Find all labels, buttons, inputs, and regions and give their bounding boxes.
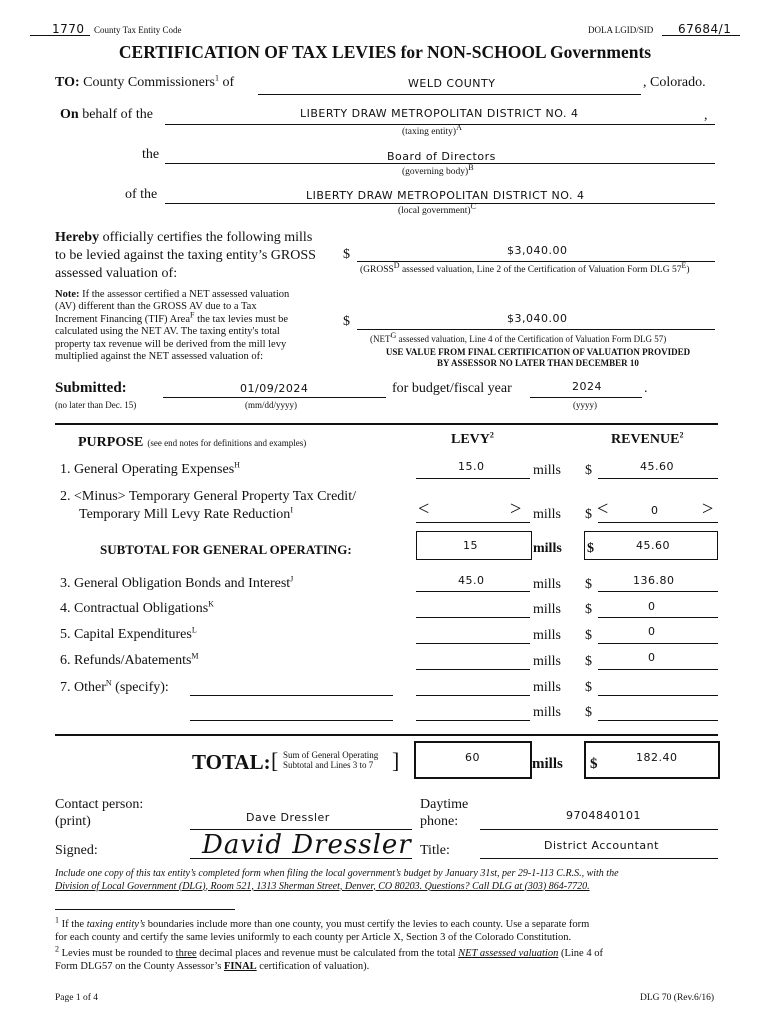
total-bracket-right: ] <box>392 748 400 773</box>
r7b-rev-line[interactable] <box>598 720 718 721</box>
subtotal-mills: mills <box>533 541 562 556</box>
r7-rev-line[interactable] <box>598 695 718 696</box>
behalf-label: On behalf of the <box>60 107 153 122</box>
other-specify-line-2[interactable] <box>190 720 393 721</box>
taxing-entity-caption: (taxing entity)$^A$ <box>402 122 462 137</box>
the-label: the <box>142 147 160 162</box>
to-label: TO: County Commissioners$^1$ of <box>55 73 235 90</box>
gross-av-field[interactable]: $3,040.00 <box>507 244 568 257</box>
revenue-header: REVENUE$^2$ <box>611 430 684 447</box>
net-caption: (NETG assessed valuation, Line 4 of the Certification of Valuation Form DLG 57) <box>370 331 667 344</box>
behalf-suffix: , <box>704 108 708 123</box>
local-government-field[interactable]: LIBERTY DRAW METROPOLITAN DISTRICT NO. 4 <box>306 189 585 202</box>
levy-header: LEVY$^2$ <box>451 430 494 447</box>
r7b-mills: mills <box>533 705 562 720</box>
r5-mills: mills <box>533 628 562 643</box>
row-general-operating-label: 1. General Operating Expenses$^H$ <box>60 460 240 477</box>
taxing-entity-field[interactable]: LIBERTY DRAW METROPOLITAN DISTRICT NO. 4 <box>300 107 579 120</box>
note-text: Note: If the assessor certified a NET assessed valuation (AV) different than the GROSS AV due to a Tax Increment Financing (TIF) Area$^F$ the tax levies must be calculated using the NET AV. The taxing entity's total property tax revenue will be derived from the mill levy multiplied against the NET assessed valuation of: <box>55 289 290 363</box>
r2-dollar: $ <box>585 507 592 522</box>
r3-revenue-field[interactable]: 136.80 <box>633 574 675 587</box>
of-the-label: of the <box>125 187 158 202</box>
r3-rev-line <box>598 591 718 592</box>
r2-lt: < <box>418 498 430 520</box>
r2-gt: > <box>510 498 522 520</box>
net-line <box>357 329 715 330</box>
title-field[interactable]: District Accountant <box>544 839 659 852</box>
r4-mills: mills <box>533 602 562 617</box>
page-number: Page 1 of 4 <box>55 993 99 1003</box>
r5-dollar: $ <box>585 628 592 643</box>
governing-body-field[interactable]: Board of Directors <box>387 150 496 163</box>
governing-line <box>165 163 715 164</box>
colorado-suffix: , Colorado. <box>643 75 706 90</box>
r7b-dollar: $ <box>585 705 592 720</box>
r2-rev-line <box>598 522 718 523</box>
filing-instructions: Include one copy of this tax entity’s completed form when filing the local government’s budget by January 31st, per 29-1-113 C.R.S., with the Division of Local Government (DLG), Room 521, 1313 Sherman Street, Denver, CO 80203. Questions? Call DLG at (303) 864-7720. <box>55 868 619 892</box>
form-number: DLG 70 (Rev.6/16) <box>640 993 715 1003</box>
r7-mills: mills <box>533 680 562 695</box>
phone-field[interactable]: 9704840101 <box>566 809 641 822</box>
contact-person-field[interactable]: Dave Dressler <box>246 811 330 824</box>
phone-label: Daytime phone: <box>420 797 469 829</box>
budget-year-label: for budget/fiscal year <box>392 381 512 396</box>
submitted-date-field[interactable]: 01/09/2024 <box>240 382 309 395</box>
r5-levy-line <box>416 643 530 644</box>
r2-rev-gt: > <box>702 498 714 520</box>
r1-levy-line <box>416 478 530 479</box>
r6-mills: mills <box>533 654 562 669</box>
behalf-line <box>165 124 715 125</box>
other-specify-line-1[interactable] <box>190 695 393 696</box>
year-line <box>530 397 642 398</box>
year-period: . <box>644 381 648 396</box>
signature[interactable]: David Dressler <box>202 830 412 860</box>
county-line <box>258 94 641 95</box>
row-minus-credit-label: 2. <Minus> Temporary General Property Tax Credit/ Temporary Mill Levy Rate Reduction$^I$ <box>60 489 356 522</box>
total-note: Sum of General Operating Subtotal and Lines 3 to 7 <box>283 750 379 770</box>
use-value-note: USE VALUE FROM FINAL CERTIFICATION OF VALUATION PROVIDED BY ASSESSOR NO LATER THAN DECEMBER 10 <box>385 347 691 368</box>
subtotal-label: SUBTOTAL FOR GENERAL OPERATING: <box>100 542 352 557</box>
r4-revenue-field[interactable]: 0 <box>648 600 656 613</box>
purpose-header: PURPOSE (see end notes for definitions and examples) <box>78 435 307 450</box>
r6-revenue-field[interactable]: 0 <box>648 651 656 664</box>
r6-levy-line <box>416 669 530 670</box>
local-gov-line <box>165 203 715 204</box>
r4-dollar: $ <box>585 602 592 617</box>
r7-levy-line[interactable] <box>416 695 530 696</box>
title-line <box>480 858 718 859</box>
total-bracket-left: [ <box>271 748 279 773</box>
table-bottom-rule <box>55 734 718 736</box>
total-levy-field[interactable]: 60 <box>465 751 480 764</box>
gross-line <box>357 261 715 262</box>
submitted-sublabel: (no later than Dec. 15) <box>55 400 137 410</box>
date-caption: (mm/dd/yyyy) <box>245 400 297 410</box>
gross-dollar: $ <box>343 247 350 262</box>
r6-dollar: $ <box>585 654 592 669</box>
row-other-label: 7. Other$^N$ (specify): <box>60 678 169 695</box>
r5-revenue-field[interactable]: 0 <box>648 625 656 638</box>
r1-mills: mills <box>533 463 562 478</box>
r1-levy-field[interactable]: 15.0 <box>458 460 485 473</box>
row-go-bonds-label: 3. General Obligation Bonds and Interest$^J$ <box>60 574 294 591</box>
year-caption: (yyyy) <box>573 400 597 410</box>
r2-revenue-field[interactable]: 0 <box>651 504 659 517</box>
dola-value[interactable]: 67684/1 <box>678 22 732 36</box>
entity-code-value[interactable]: 1770 <box>52 22 85 36</box>
net-av-field[interactable]: $3,040.00 <box>507 312 568 325</box>
subtotal-revenue-field[interactable]: 45.60 <box>636 539 670 552</box>
total-mills: mills <box>532 756 563 772</box>
footnote-2: $^2$ Levies must be rounded to three decimal places and revenue must be calculated from the total NET assessed valuation (Line 4 of Form DLG57 on the County Assessor’s FINAL certification of valuation). <box>55 944 603 972</box>
r3-levy-field[interactable]: 45.0 <box>458 574 485 587</box>
r2-mills[interactable]: mills <box>533 507 562 522</box>
row-contractual-label: 4. Contractual Obligations$^K$ <box>60 599 214 616</box>
signed-label: Signed: <box>55 843 98 858</box>
subtotal-levy-field[interactable]: 15 <box>463 539 478 552</box>
phone-line <box>480 829 718 830</box>
r7-dollar: $ <box>585 680 592 695</box>
dola-label: DOLA LGID/SID <box>588 25 654 35</box>
footnote-rule <box>55 909 235 910</box>
r1-revenue-field[interactable]: 45.60 <box>640 460 674 473</box>
r2-rev-lt: < <box>597 498 609 520</box>
r7b-levy-line[interactable] <box>416 720 530 721</box>
submitted-label: Submitted: <box>55 380 127 396</box>
table-top-rule <box>55 423 718 425</box>
r5-rev-line <box>598 643 718 644</box>
footnote-1: $^1$ If the taxing entity’s boundaries include more than one county, you must certify the levies to each county. Use a separate form for each county and certify the same levies uniformly to each county per Article X, Section 3 of the Colorado Constitution. <box>55 915 590 943</box>
r2-levy-line <box>416 522 530 523</box>
total-revenue-field[interactable]: 182.40 <box>636 751 678 764</box>
net-dollar: $ <box>343 314 350 329</box>
governing-body-caption: (governing body)$^B$ <box>402 162 474 177</box>
fiscal-year-field[interactable]: 2024 <box>572 380 602 393</box>
county-field[interactable]: WELD COUNTY <box>408 77 496 90</box>
r1-rev-line <box>598 478 718 479</box>
gross-caption: ($GROSS^D$ assessed valuation, Line 2 of the Certification of Valuation Form DLG $57^E$) <box>360 260 690 275</box>
total-label: TOTAL: <box>192 750 271 774</box>
hereby-text: Hereby officially certifies the following mills to be levied against the taxing entity’s GROSS assessed valuation of: <box>55 230 316 281</box>
r1-dollar: $ <box>585 463 592 478</box>
row-refunds-label: 6. Refunds/Abatements$^M$ <box>60 651 199 668</box>
subtotal-dollar: $ <box>587 541 594 556</box>
r3-dollar: $ <box>585 577 592 592</box>
local-government-caption: (local government)$^C$ <box>398 201 476 216</box>
r4-rev-line <box>598 617 718 618</box>
entity-code-label: County Tax Entity Code <box>94 25 182 35</box>
r6-rev-line <box>598 669 718 670</box>
total-dollar: $ <box>590 756 598 772</box>
page-title: CERTIFICATION OF TAX LEVIES for NON-SCHOOL Governments <box>118 42 652 62</box>
date-line <box>163 397 386 398</box>
title-label: Title: <box>420 843 450 858</box>
r3-mills: mills <box>533 577 562 592</box>
r4-levy-line <box>416 617 530 618</box>
r3-levy-line <box>416 591 530 592</box>
row-capital-label: 5. Capital Expenditures$^L$ <box>60 625 197 642</box>
contact-person-label: Contact person: (print) <box>55 797 144 829</box>
